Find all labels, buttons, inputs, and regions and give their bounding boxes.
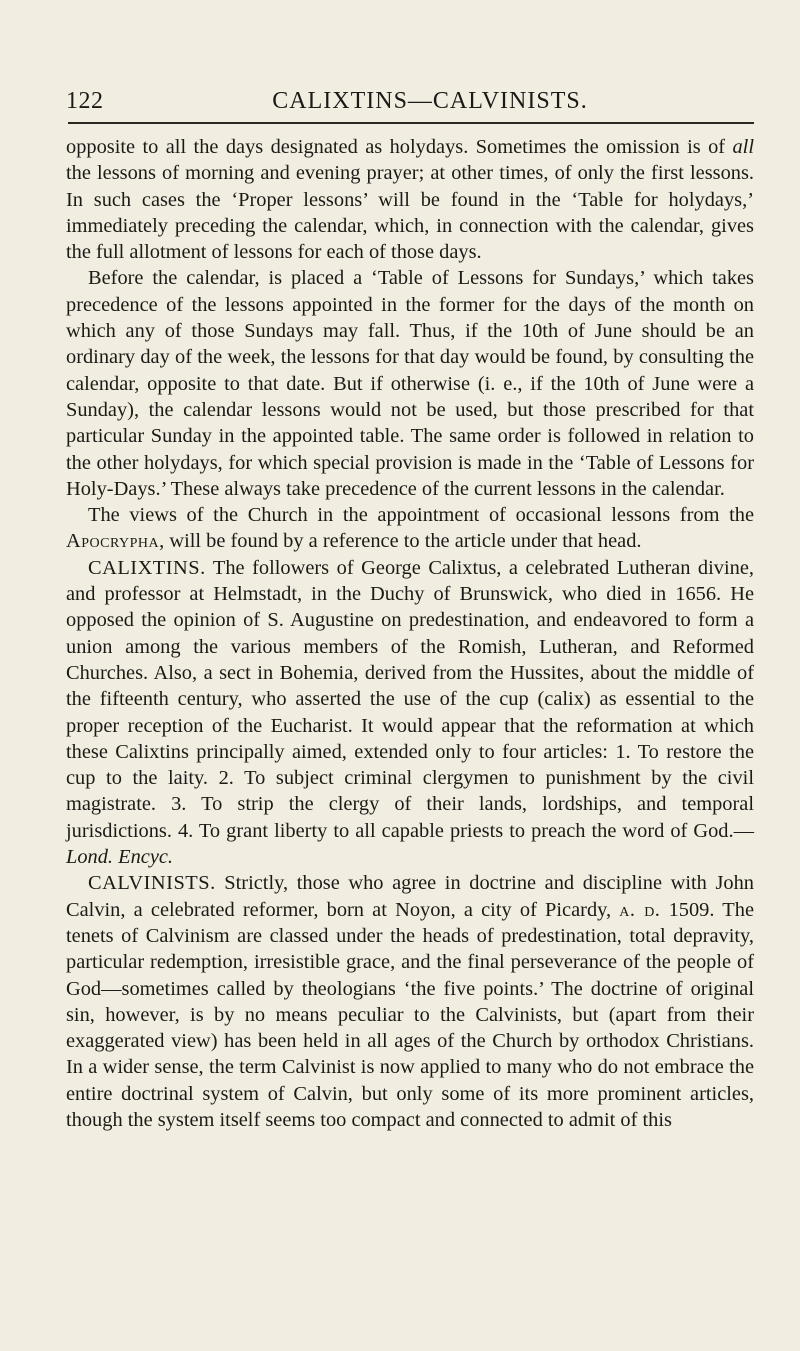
entry-headword: CALIXTINS. <box>88 556 206 579</box>
page-number: 122 <box>66 88 104 114</box>
italic-text: Lond. Encyc. <box>66 846 174 869</box>
text-run: 1509. The tenets of Calvinism are classed under the heads of predestination, total depravity, particular redemption, irresistible grace, and the final perseverance of the people of God—sometimes called by theologians ‘the five points.’ The doctrine of original sin, however, is by no means peculiar to the Calvinists, but (apart from their exaggerated view) has been held in all ages of the Church by orthodox Christians. In a wider sense, the term Calvinist is now applied to many who do not embrace the entire doctrinal system of Calvin, but only some of its more prominent articles, though the system itself seems too compact and connected to admit of this <box>66 898 754 1131</box>
text-run: Before the calendar, is placed a ‘Table of Lessons for Sundays,’ which takes precedence of the lessons appointed in the former for the days of the month on which any of those Sundays may fall. Thus, if the 10th of June should be an ordinary day of the week, the lessons for that day would be found, by consulting the calendar, opposite to that date. But if otherwise (i. e., if the 10th of June were a Sunday), the calendar lessons would not be used, but those prescribed for that particular Sunday in the appointed table. The same order is followed in relation to the other holydays, for which special provision is made in the ‘Table of Lessons for Holy-Days.’ These always take precedence of the current lessons in the calendar. <box>66 267 754 500</box>
header-rule <box>68 122 754 124</box>
text-run: opposite to all the days designated as holydays. Sometimes the omission is of <box>66 136 733 158</box>
running-title: CALIXTINS—CALVINISTS. <box>272 88 588 114</box>
smallcaps-text: a. d. <box>619 898 661 921</box>
entry-calvinists <box>66 870 754 1133</box>
running-header <box>66 78 754 116</box>
text-run: Strictly, those who agree in doctrine and discipline with John Calvin, a celebrated reformer, born at Noyon, a city of Picardy, <box>66 872 754 921</box>
italic-text: all <box>732 136 754 158</box>
entry-calixtins <box>66 555 754 871</box>
text-run: The followers of George Calixtus, a celebrated Lutheran divine, and professor at Helmstadt, in the Duchy of Brunswick, who died in 1656. He opposed the opinion of S. Augustine on predestination, and endeavored to form a union among the various members of the Romish, Lutheran, and Reformed Churches. Also, a sect in Bohemia, derived from the Hussites, about the middle of the fifteenth century, who asserted the use of the cup (calix) as essential to the proper reception of the Eucharist. It would appear that the reformation at which these Calixtins principally aimed, extended only to four articles: 1. To restore the cup to the laity. 2. To subject criminal clergymen to punishment by the civil magistrate. 3. To strip the clergy of their lands, lordships, and temporal jurisdictions. 4. To grant liberty to all capable priests to preach the word of God.— <box>66 556 754 842</box>
smallcaps-text: Apocrypha <box>66 530 160 553</box>
paragraph-sunday-lessons <box>66 265 754 502</box>
body-text <box>66 134 754 1133</box>
text-run: The views of the Church in the appointment of occasional lessons from the <box>88 504 754 527</box>
paragraph-lessons-holydays <box>66 134 754 265</box>
entry-headword: CALVINISTS. <box>88 872 216 895</box>
paragraph-apocrypha <box>66 502 754 555</box>
text-run: , will be found by a reference to the article under that head. <box>159 530 642 553</box>
text-run: the lessons of morning and evening prayer; at other times, of only the first lessons. In such cases the ‘Proper lessons’ will be found in the ‘Table for holydays,’ immediately preceding the calendar, which, in connection with the calendar, gives the full allotment of lessons for each of those days. <box>66 162 754 264</box>
